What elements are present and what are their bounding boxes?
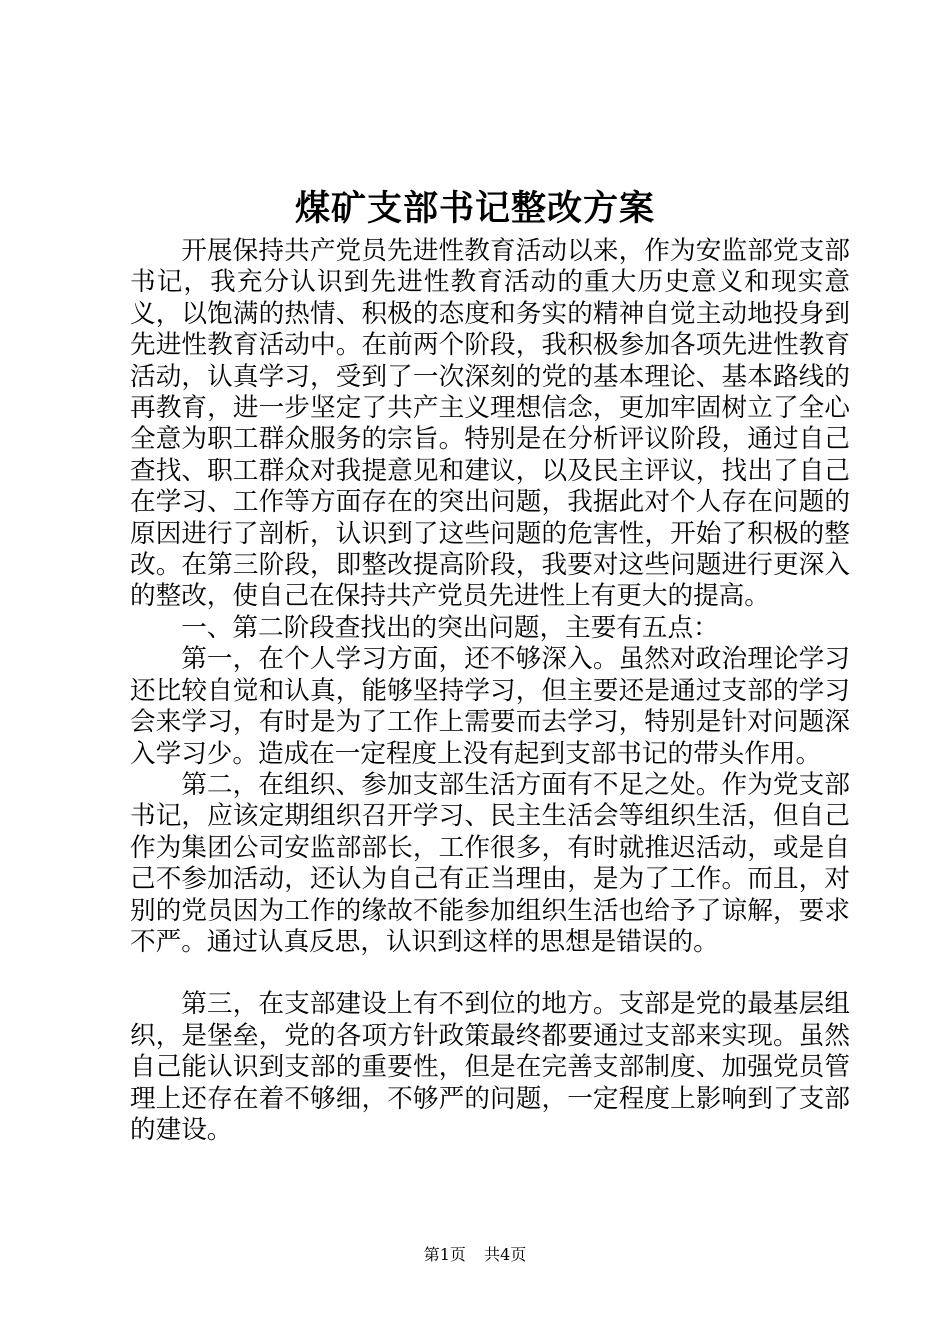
document-body: [130, 236, 850, 1146]
paragraph-point-three: 第三，在支部建设上有不到位的地方。支部是党的最基层组织，是堡垒，党的各项方针政策最终都要通过支部来实现。虽然自己能认识到支部的重要性，但是在完善支部制度、加强党员管理上还存在着不够细，不够严的问题，一定程度上影响到了支部的建设。: [130, 989, 850, 1145]
document-title: 煤矿支部书记整改方案: [294, 188, 655, 229]
page-number-total: 共4页: [484, 1245, 527, 1264]
page-footer: [0, 1243, 950, 1267]
paragraph-point-one: 第一，在个人学习方面，还不够深入。虽然对政治理论学习还比较自觉和认真，能够坚持学习，但主要还是通过支部的学习会来学习，有时是为了工作上需要而去学习，特别是针对问题深入学习少。造成在一定程度上没有起到支部书记的带头作用。: [130, 644, 850, 769]
page-number-current: 第1页: [423, 1245, 466, 1264]
paragraph-section-heading: 一、第二阶段查找出的突出问题，主要有五点：: [181, 612, 719, 643]
paragraph-point-two: 第二，在组织、参加支部生活方面有不足之处。作为党支部书记，应该定期组织召开学习、民主生活会等组织生活，但自己作为集团公司安监部部长，工作很多，有时就推迟活动，或是自己不参加活动，还认为自己有正当理由，是为了工作。而且，对别的党员因为工作的缘故不能参加组织生活也给予了谅解，要求不严。通过认真反思，认识到这样的思想是错误的。: [130, 769, 850, 957]
paragraph-intro: 开展保持共产党员先进性教育活动以来，作为安监部党支部书记，我充分认识到先进性教育活动的重大历史意义和现实意义，以饱满的热情、积极的态度和务实的精神自觉主动地投身到先进性教育活动中。在前两个阶段，我积极参加各项先进性教育活动，认真学习，受到了一次深刻的党的基本理论、基本路线的再教育，进一步坚定了共产主义理想信念，更加牢固树立了全心全意为职工群众服务的宗旨。特别是在分析评议阶段，通过自己查找、职工群众对我提意见和建议，以及民主评议，找出了自己在学习、工作等方面存在的突出问题，我据此对个人存在问题的原因进行了剖析，认识到了这些问题的危害性，开始了积极的整改。在第三阶段，即整改提高阶段，我要对这些问题进行更深入的整改，使自己在保持共产党员先进性上有更大的提高。: [130, 236, 850, 612]
